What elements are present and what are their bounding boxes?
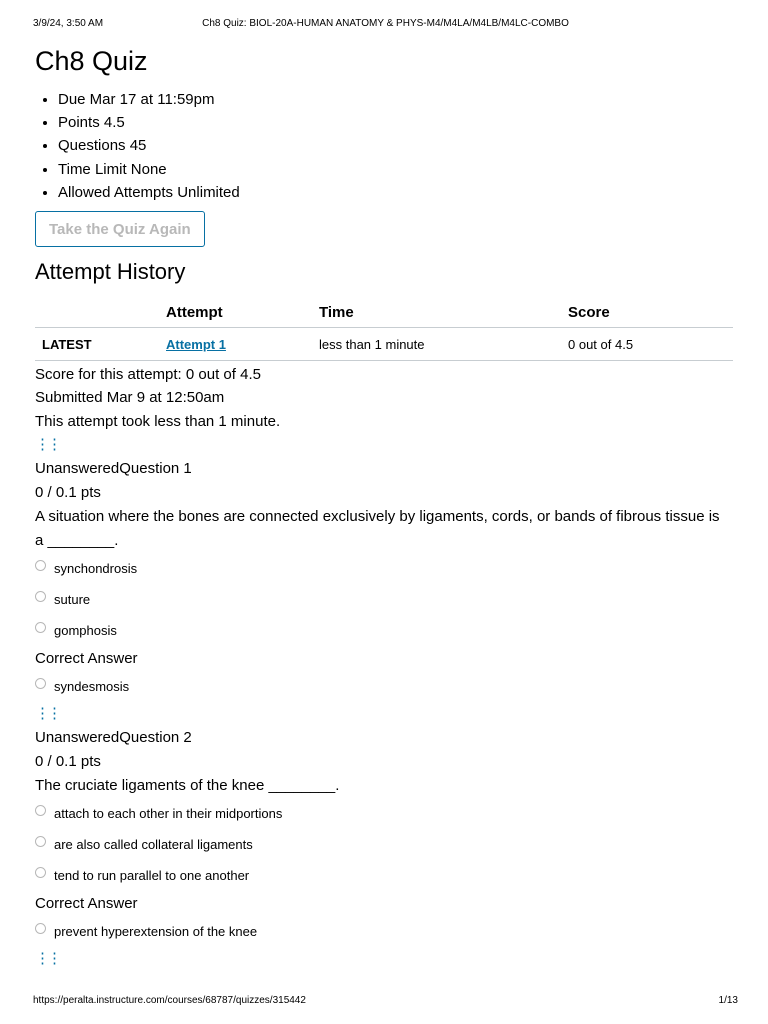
correct-answer-label: Correct Answer (35, 894, 138, 912)
correct-answer-option (35, 671, 735, 702)
question-points: 0 / 0.1 pts (35, 483, 101, 501)
print-page-title: Ch8 Quiz: BIOL-20A-HUMAN ANATOMY & PHYS-M4/M4LA/M4LB/M4LC-COMBO (202, 18, 569, 29)
print-header (33, 18, 738, 29)
question-header: UnansweredQuestion 1 (35, 459, 192, 477)
question-1 (35, 433, 735, 702)
quiz-time-limit: • Time Limit None (58, 158, 735, 181)
attempt-history-heading: Attempt History (35, 259, 186, 285)
answer-label: attach to each other in their midportions (54, 805, 283, 821)
drag-handle-icon[interactable]: ⋮⋮ (35, 949, 59, 967)
attempt-submitted: Submitted Mar 9 at 12:50am (35, 389, 225, 407)
answer-label: gomphosis (54, 622, 117, 638)
radio-button[interactable] (35, 805, 46, 816)
radio-button[interactable] (35, 923, 46, 934)
quiz-due: • Due Mar 17 at 11:59pm (58, 88, 735, 111)
table-header-row (35, 297, 733, 328)
quiz-points: • Points 4.5 (58, 111, 735, 134)
score-cell: 0 out of 4.5 (568, 328, 733, 361)
answer-option (35, 615, 735, 646)
attempt-score: Score for this attempt: 0 out of 4.5 (35, 366, 261, 384)
page-number: 1/13 (718, 995, 738, 1006)
radio-button[interactable] (35, 591, 46, 602)
answer-label: syndesmosis (54, 678, 130, 694)
quiz-questions: • Questions 45 (58, 134, 735, 157)
latest-tag: LATEST (35, 328, 166, 361)
quiz-details-list (35, 88, 735, 204)
answer-label: prevent hyperextension of the knee (54, 923, 258, 939)
attempt-duration: This attempt took less than 1 minute. (35, 412, 281, 430)
quiz-title: Ch8 Quiz (35, 46, 148, 76)
table-row (35, 328, 733, 361)
answer-label: tend to run parallel to one another (54, 867, 250, 883)
radio-button[interactable] (35, 622, 46, 633)
radio-button[interactable] (35, 560, 46, 571)
answer-label: are also called collateral ligaments (54, 836, 253, 852)
answer-label: suture (54, 591, 91, 607)
answer-option (35, 553, 735, 584)
print-footer (33, 995, 738, 1006)
attempt-cell (166, 328, 319, 361)
print-datetime: 3/9/24, 3:50 AM (33, 18, 104, 29)
question-points: 0 / 0.1 pts (35, 752, 101, 770)
drag-handle-icon[interactable]: ⋮⋮ (35, 435, 59, 453)
answer-option (35, 798, 735, 829)
quiz-content (35, 44, 735, 971)
question-text-continued: a ________. (35, 531, 119, 549)
column-header-time: Time (319, 297, 568, 328)
quiz-allowed-attempts: • Allowed Attempts Unlimited (58, 181, 735, 204)
attempt-link[interactable]: Attempt 1 (166, 336, 226, 352)
correct-answer-option (35, 916, 735, 947)
answer-option (35, 860, 735, 891)
radio-button[interactable] (35, 836, 46, 847)
take-quiz-again-button[interactable]: Take the Quiz Again (35, 211, 205, 247)
time-cell: less than 1 minute (319, 328, 568, 361)
question-header: UnansweredQuestion 2 (35, 728, 192, 746)
correct-answer-label: Correct Answer (35, 649, 138, 667)
column-header-tag (35, 297, 166, 328)
radio-button[interactable] (35, 678, 46, 689)
question-text: The cruciate ligaments of the knee ________. (35, 776, 340, 794)
drag-handle-icon[interactable]: ⋮⋮ (35, 704, 59, 722)
attempt-summary (35, 363, 735, 433)
page-url: https://peralta.instructure.com/courses/68787/quizzes/315442 (33, 995, 306, 1006)
answer-label: synchondrosis (54, 560, 138, 576)
answer-option (35, 829, 735, 860)
question-text: A situation where the bones are connected exclusively by ligaments, cords, or bands of fibrous tissue is (35, 507, 720, 525)
radio-button[interactable] (35, 867, 46, 878)
column-header-score: Score (568, 297, 733, 328)
answer-option (35, 584, 735, 615)
column-header-attempt: Attempt (166, 297, 319, 328)
attempt-history-table (35, 297, 733, 361)
question-2 (35, 702, 735, 971)
